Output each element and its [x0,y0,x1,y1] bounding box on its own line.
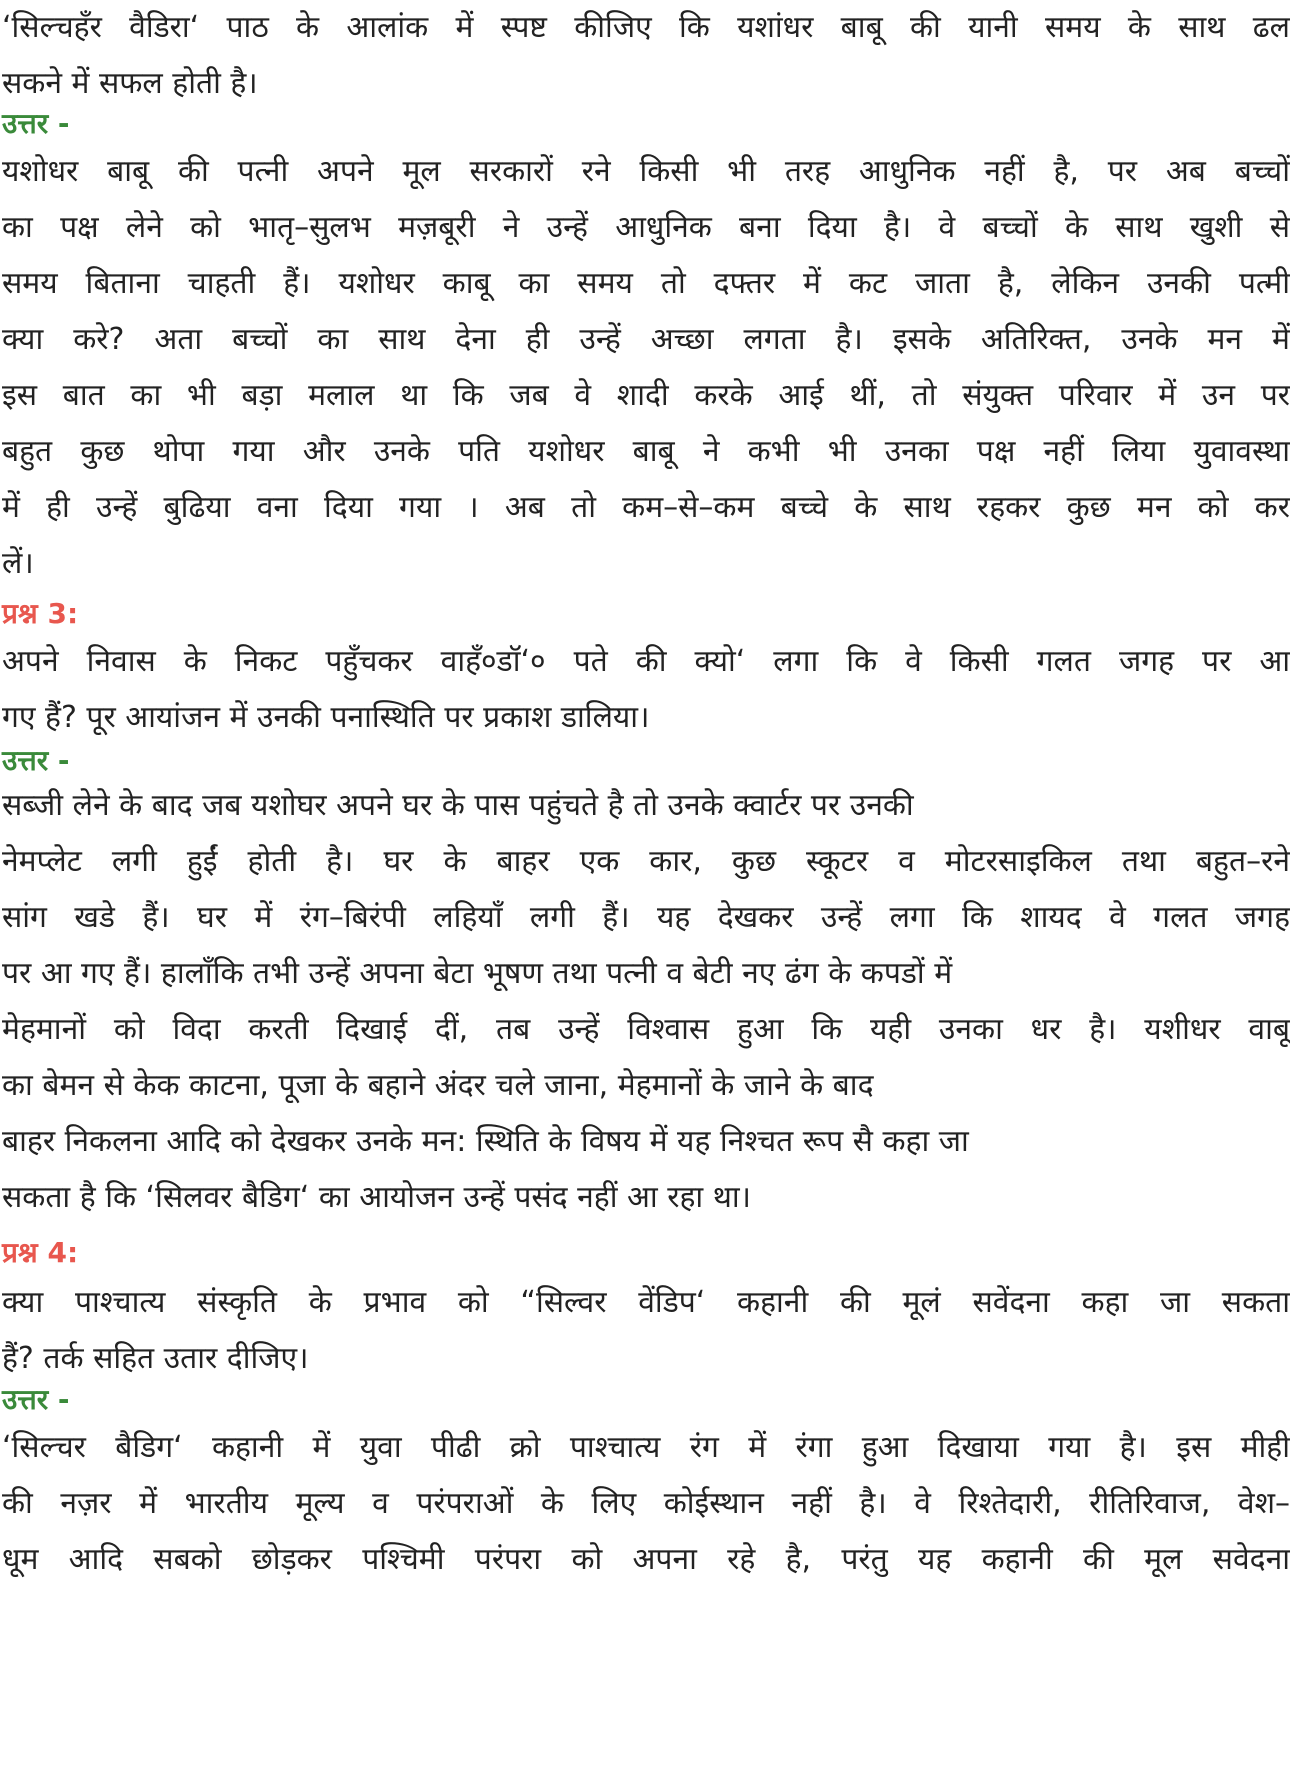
text-line: सकने में सफल होती है। [2,66,258,101]
text-line: सांग खडे हैं। घर में रंग–बिरंपी लहियाँ लगी हैं। यह देखकर उन्हें लगा कि शायद वे गलत जगह [2,900,1290,935]
text-line: ‘सिल्चहँर वैडिरा‘ पाठ के आलांक में स्पष्ट कीजिए कि यशांधर बाबू की यानी समय के साथ ढल [2,10,1290,45]
text-line: नेमप्लेट लगी हुईं होती है। घर के बाहर एक कार, कुछ स्कूटर व मोटरसाइकिल तथा बहुत–रने [2,844,1290,879]
answer-label: उत्तर - [2,1383,70,1416]
text-line: यशोधर बाबू की पत्नी अपने मूल सरकारों रने किसी भी तरह आधुनिक नहीं है, पर अब बच्चों [2,154,1290,189]
text-line: मेहमानों को विदा करती दिखाई दीं, तब उन्हें विश्वास हुआ कि यही उनका धर है। यशीधर वाबू [2,1012,1290,1047]
answer-label: उत्तर - [2,744,70,777]
text-line: इस बात का भी बड़ा मलाल था कि जब वे शादी करके आई थीं, तो संयुक्त परिवार में उन पर [2,378,1290,413]
text-line: लें। [2,546,34,581]
text-line: सकता है कि ‘सिलवर बैडिग‘ का आयोजन उन्हें पसंद नहीं आ रहा था। [2,1180,752,1215]
q2-answer-text [0,144,1290,592]
text-line: अपने निवास के निकट पहुँचकर वाहँ०डॉ‘० पते की क्यो‘ लगा कि वे किसी गलत जगह पर आ [2,644,1290,679]
text-line: गए हैं? पूर आयांजन में उनकी पनास्थिति पर प्रकाश डालिया। [2,700,650,735]
text-line: की नज़र में भारतीय मूल्य व परंपराओं के लिए कोईस्थान नहीं है। वे रिश्तेदारी, रीतिरिवाज, वेश– [2,1486,1290,1521]
text-line: बहुत कुछ थोपा गया और उनके पति यशोधर बाबू ने कभी भी उनका पक्ष नहीं लिया युवावस्था [2,434,1290,469]
text-line: ‘सिल्चर बैडिग‘ कहानी में युवा पीढी क्रो पाश्चात्य रंग में रंगा हुआ दिखाया गया है। इस मीही [2,1430,1290,1465]
q3-question-text [0,634,1290,746]
text-line: क्या पाश्चात्य संस्कृति के प्रभाव को “सिल्वर वेंडिप‘ कहानी की मूलं सवेंदना कहा जा सकता [2,1285,1290,1320]
text-line: सब्जी लेने के बाद जब यशोघर अपने घर के पास पहुंचते है तो उनके क्वार्टर पर उनकी [2,788,914,823]
text-line: हैं? तर्क सहित उतार दीजिए। [2,1341,309,1376]
text-line: समय बिताना चाहती हैं। यशोधर काबू का समय तो दफ्तर में कट जाता है, लेकिन उनकी पत्मी [2,266,1290,301]
question-label: प्रश्न 4: [2,1236,79,1269]
text-line: बाहर निकलना आदि को देखकर उनके मन: स्थिति के विषय में यह निश्चत रूप सै कहा जा [2,1124,969,1159]
text-line: का बेमन से केक काटना, पूजा के बहाने अंदर चले जाना, मेहमानों के जाने के बाद [2,1068,874,1103]
text-line: का पक्ष लेने को भातृ–सुलभ मज़बूरी ने उन्हें आधुनिक बना दिया है। वे बच्चों के साथ खुशी से [2,210,1290,245]
q4-answer-text [0,1420,1290,1588]
text-line: क्या करे? अता बच्चों का साथ देना ही उन्हें अच्छा लगता है। इसके अतिरिक्त, उनके मन में [2,322,1290,357]
question-label: प्रश्न 3: [2,597,79,630]
answer-label: उत्तर - [2,107,70,140]
q3-answer-text [0,778,1290,1226]
text-line: पर आ गए हैं। हालाँकि तभी उन्हें अपना बेटा भूषण तथा पत्नी व बेटी नए ढंग के कपडों में [2,956,953,991]
q4-question-text [0,1275,1290,1387]
text-line: में ही उन्हें बुढिया वना दिया गया । अब तो कम–से–कम बच्चे के साथ रहकर कुछ मन को कर [2,490,1290,525]
text-line: धूम आदि सबको छोड़कर पश्चिमी परंपरा को अपना रहे है, परंतु यह कहानी की मूल सवेदना [2,1542,1290,1577]
q4-label [0,1225,1290,1281]
